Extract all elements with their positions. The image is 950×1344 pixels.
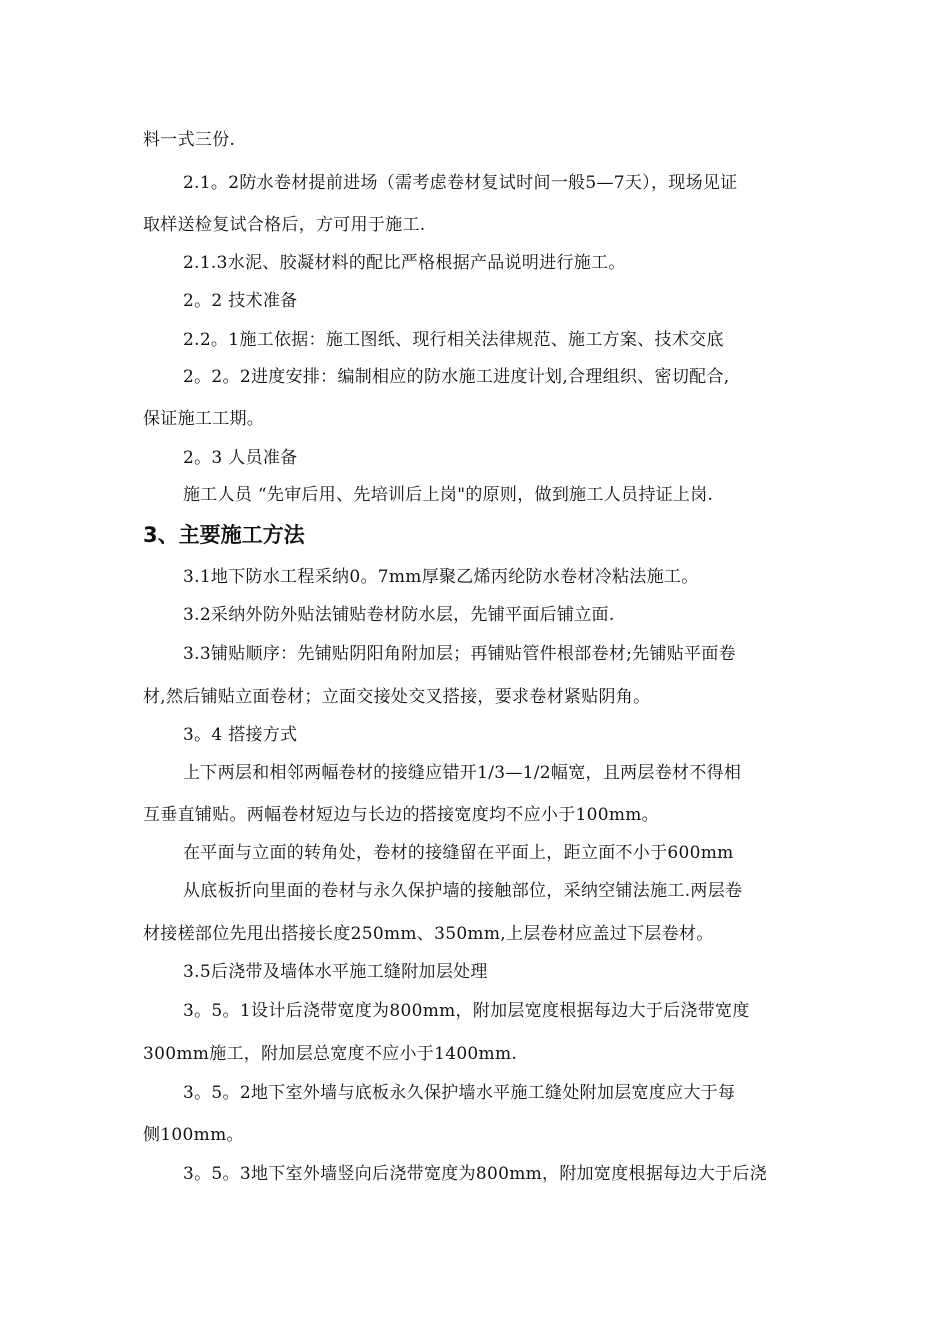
text-line: 材接槎部位先甩出搭接长度250mm、350mm,上层卷材应盖过下层卷材。 (143, 924, 714, 944)
text-line: 施工人员 “先审后用、先培训后上岗"的原则，做到施工人员持证上岗. (183, 485, 714, 505)
text-line: 在平面与立面的转角处，卷材的接缝留在平面上，距立面不小于600mm (183, 843, 734, 863)
text-line: 300mm施工，附加层总宽度不应小于1400mm. (143, 1044, 518, 1064)
text-line: 3。5。1设计后浇带宽度为800mm，附加层宽度根据每边大于后浇带宽度 (183, 1001, 750, 1021)
text-line: 3.3铺贴顺序：先铺贴阴阳角附加层；再铺贴管件根部卷材;先铺贴平面卷 (183, 644, 736, 664)
subsection-title: 2。3 人员准备 (183, 448, 298, 468)
text-line: 保证施工工期。 (143, 409, 265, 429)
text-line: 3.1地下防水工程采纳0。7mm厚聚乙烯丙纶防水卷材冷粘法施工。 (183, 567, 699, 587)
text-line: 取样送检复试合格后，方可用于施工. (143, 215, 426, 235)
subsection-title: 3.5后浇带及墙体水平施工缝附加层处理 (183, 962, 488, 982)
subsection-title: 3。4 搭接方式 (183, 725, 298, 745)
section-heading: 3、主要施工方法 (143, 523, 305, 547)
text-line: 2.1.3水泥、胶凝材料的配比严格根据产品说明进行施工。 (183, 253, 626, 273)
text-line: 2.2。1施工依据：施工图纸、现行相关法律规范、施工方案、技术交底 (183, 330, 724, 350)
subsection-title: 2。2 技术准备 (183, 291, 298, 311)
text-line: 3。5。2地下室外墙与底板永久保护墙水平施工缝处附加层宽度应大于每 (183, 1083, 736, 1103)
text-line: 从底板折向里面的卷材与永久保护墙的接触部位，采纳空铺法施工.两层卷 (183, 881, 743, 901)
text-line: 3。5。3地下室外墙竖向后浇带宽度为800mm，附加宽度根据每边大于后浇 (183, 1164, 767, 1184)
text-line: 互垂直铺贴。两幅卷材短边与长边的搭接宽度均不应小于100mm。 (143, 805, 659, 825)
text-line: 料一式三份. (143, 130, 236, 150)
text-line: 2.1。2防水卷材提前进场（需考虑卷材复试时间一般5—7天），现场见证 (183, 173, 738, 193)
text-line: 侧100mm。 (143, 1125, 244, 1145)
text-line: 2。2。2进度安排：编制相应的防水施工进度计划,合理组织、密切配合, (183, 367, 730, 387)
text-line: 上下两层和相邻两幅卷材的接缝应错开1/3—1/2幅宽，且两层卷材不得相 (183, 763, 742, 783)
text-line: 3.2采纳外防外贴法铺贴卷材防水层，先铺平面后铺立面. (183, 605, 615, 625)
text-line: 材,然后铺贴立面卷材；立面交接处交叉搭接，要求卷材紧贴阴角。 (143, 687, 651, 707)
